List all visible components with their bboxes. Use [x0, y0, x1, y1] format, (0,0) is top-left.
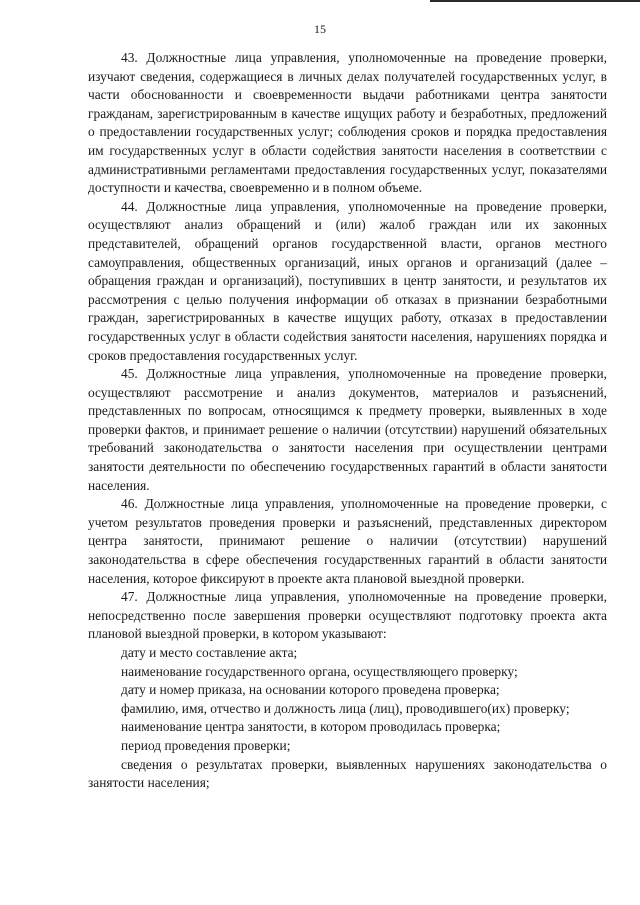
- paragraph-47: 47. Должностные лица управления, уполномоченные на проведение проверки, непосредственно после завершения проверки осуществляют подготовку проекта акта плановой выездной проверки, в котором указывают:: [88, 589, 607, 642]
- list-item-authority-name: наименование государственного органа, осуществляющего проверку;: [121, 663, 518, 679]
- top-rule: [430, 0, 640, 2]
- document-body: [88, 49, 607, 793]
- page-number: 15: [314, 22, 326, 36]
- paragraph-43: 43. Должностные лица управления, уполномоченные на проведение проверки, изучают сведения, содержащиеся в личных делах получателей государственных услуг, в части обоснованности и своевременности выдачи работниками центра занятости гражданам, зарегистрированным в качестве ищущих работу и безработных, предложений о предоставлении государственных услуг; соблюдения сроков и порядка предоставления им государственных услуг в области содействия занятости населения в соответствии с административными регламентами предоставления государственных услуг, показателями доступности и качества, своевременно и в полном объеме.: [88, 50, 607, 196]
- paragraph-45: 45. Должностные лица управления, уполномоченные на проведение проверки, осуществляют рассмотрение и анализ документов, материалов и разъяснений, представленных по вопросам, относящимся к предмету проверки, выявленных в ходе проверки фактов, и принимает решение о наличии (отсутствии) нарушений обязательных требований законодательства о занятости населения при осуществлении центрами занятости деятельности по обеспечению государственных гарантий в области занятости населения.: [88, 366, 607, 493]
- list-item-inspector-names: фамилию, имя, отчество и должность лица (лиц), проводившего(их) проверку;: [121, 700, 570, 716]
- paragraph-46: 46. Должностные лица управления, уполномоченные на проведение проверки, с учетом результатов проведения проверки и разъяснений, представленных директором центра занятости, принимают решение о наличии (отсутствии) нарушений законодательства в сфере обеспечения государственных гарантий в области занятости населения, которое фиксируют в проекте акта плановой выездной проверки.: [88, 496, 607, 586]
- list-item-center-name: наименование центра занятости, в котором проводилась проверка;: [121, 719, 501, 735]
- list-item-act-date-place: дату и место составление акта;: [121, 645, 298, 660]
- list-item-order-date-number: дату и номер приказа, на основании которого проведена проверка;: [121, 682, 500, 698]
- list-item-inspection-period: период проведения проверки;: [121, 737, 291, 753]
- paragraph-44: 44. Должностные лица управления, уполномоченные на проведение проверки, осуществляют анализ обращений и (или) жалоб граждан или их законных представителей, обращений органов государственной власти, органов местного самоуправления, общественных организаций, иных органов и организаций (далее – обращения граждан и организаций), поступивших в центр занятости, и результатов их рассмотрения с целью получения информации об отказах в признании безработными граждан, зарегистрированных в качестве ищущих работу, отказах в предоставлении государственных услуг в области содействия занятости населения, нарушениях порядка и сроков предоставления государственных услуг.: [88, 198, 607, 363]
- list-item-inspection-results: сведения о результатах проверки, выявленных нарушениях законодательства о занятости населения;: [88, 756, 607, 791]
